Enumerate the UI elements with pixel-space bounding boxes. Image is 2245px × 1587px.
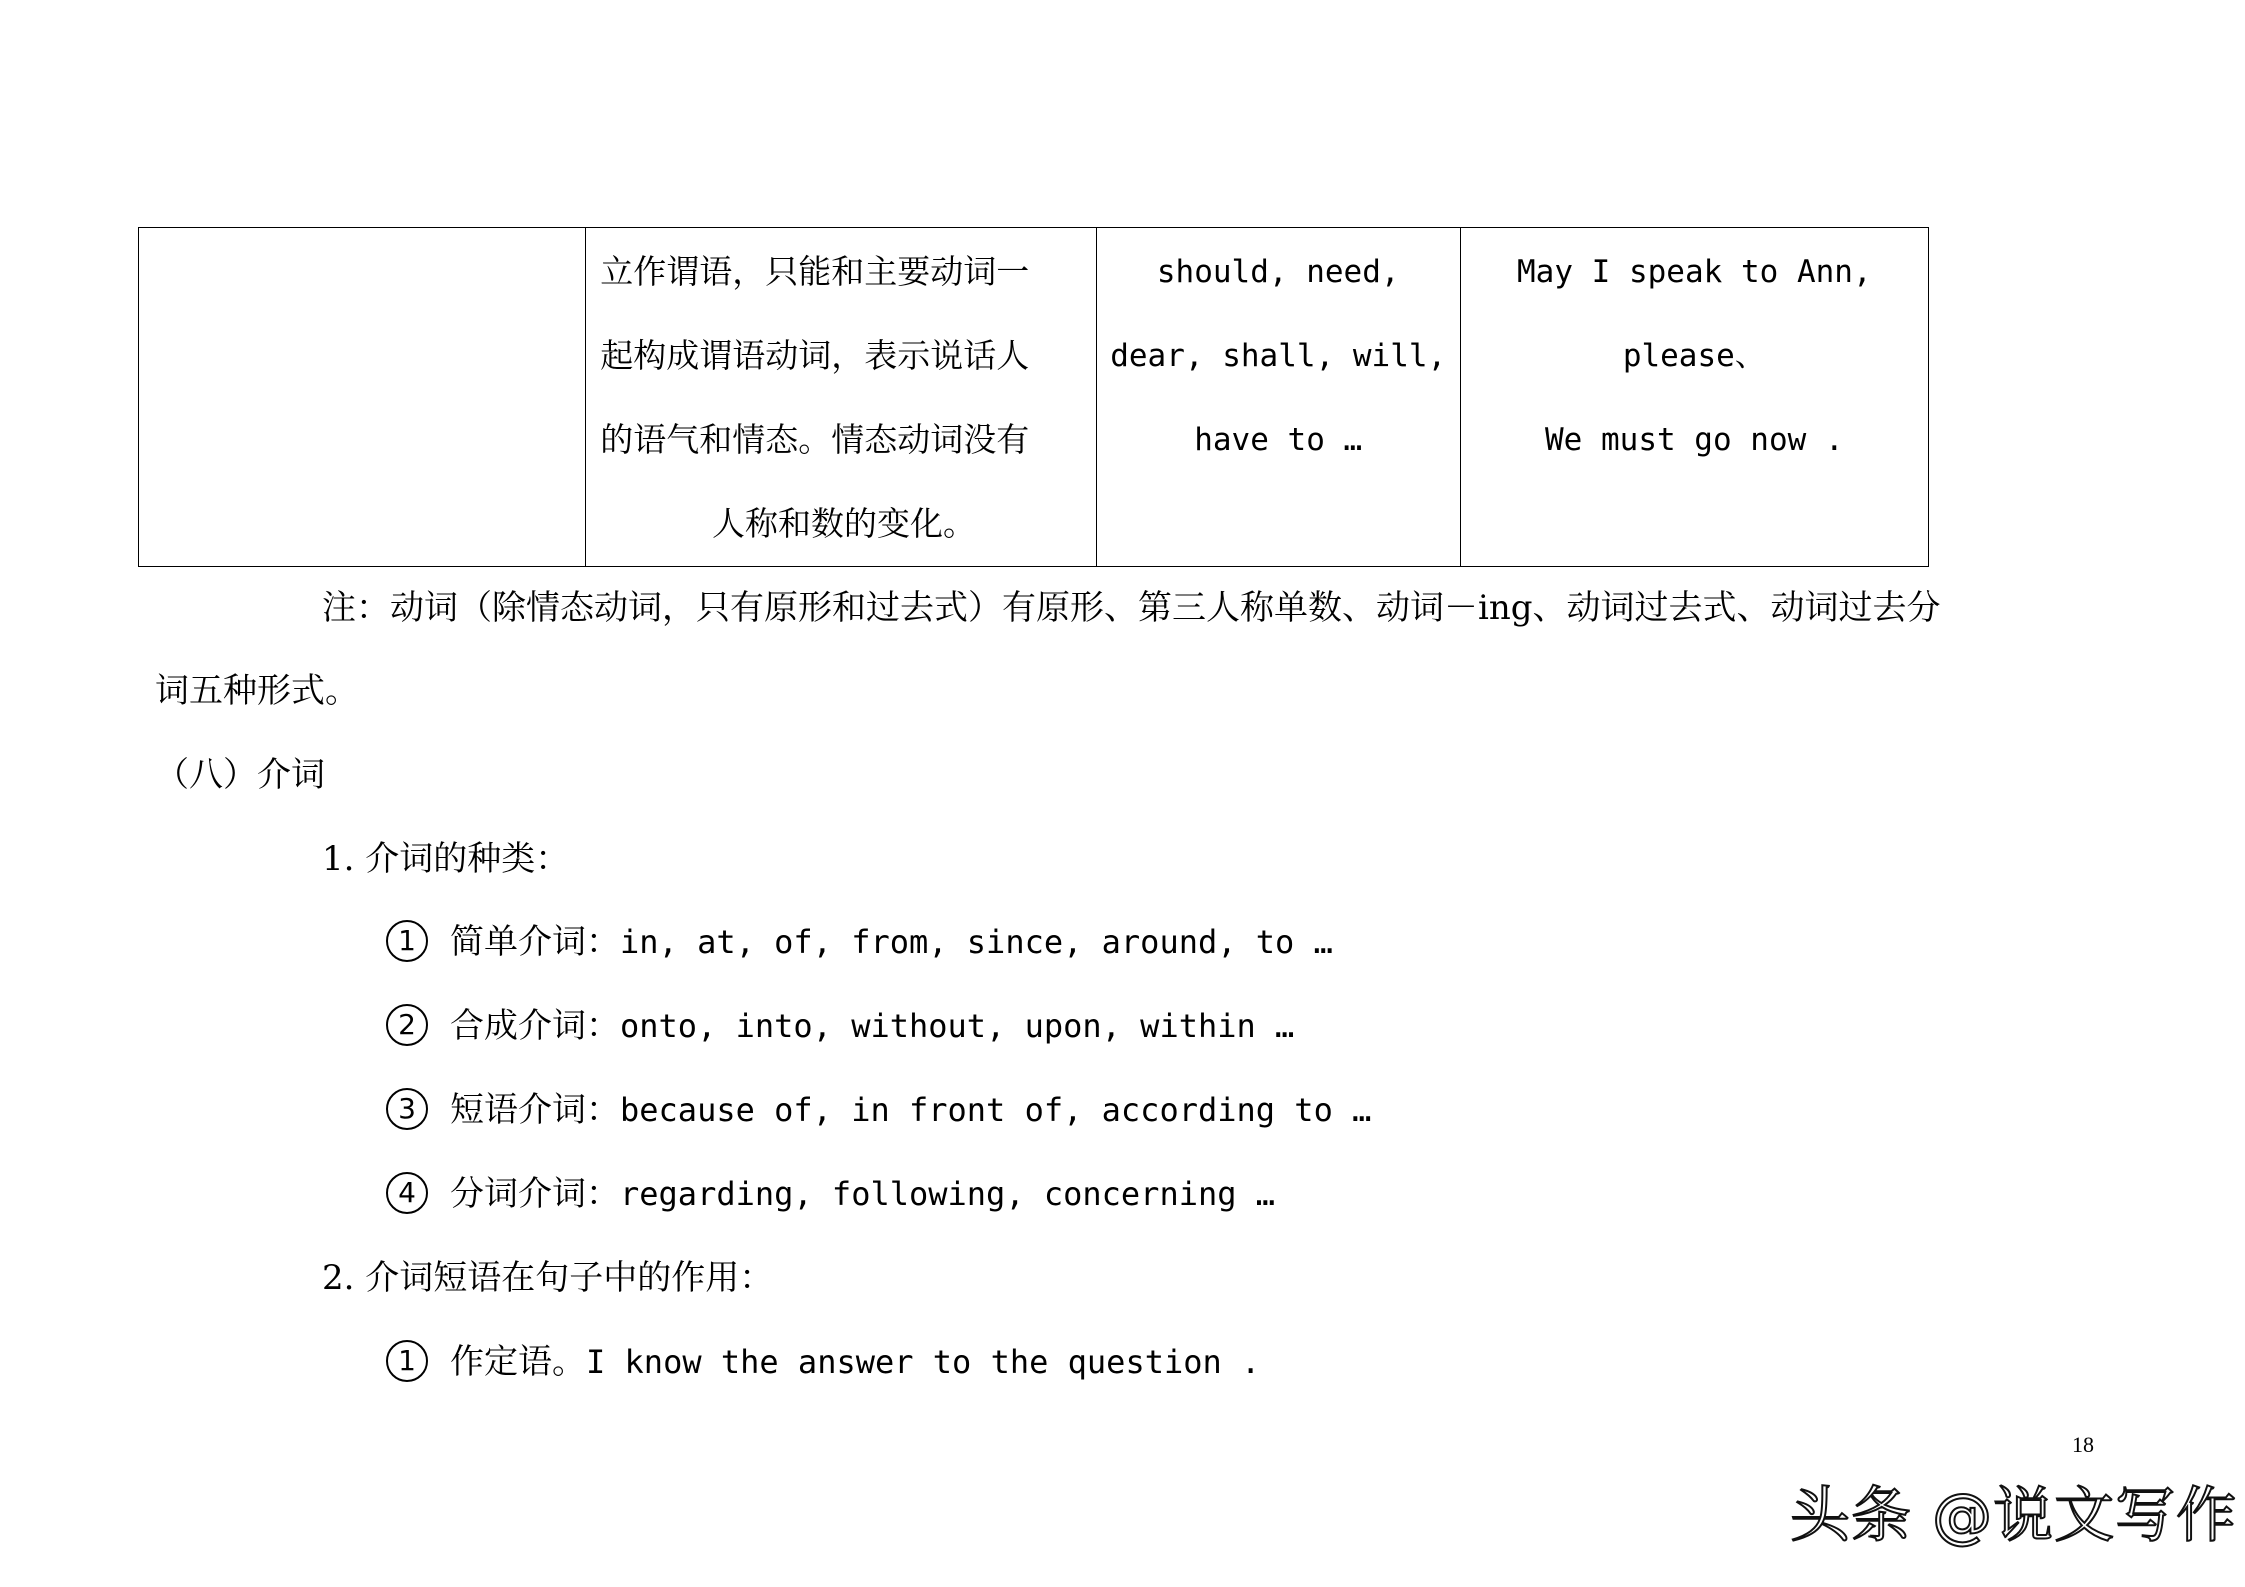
example-word-line: have to … [1194,422,1363,458]
item-label: 作定语。 [450,1342,586,1382]
item-examples: in, at, of, from, since, around, to … [620,923,1333,961]
item-label: 合成介词： [450,1006,620,1046]
example-sentence-line: May I speak to Ann, [1517,254,1872,290]
item-label: 分词介词： [450,1174,620,1214]
subsection-2-label: 2. 介词短语在句子中的作用： [322,1258,774,1298]
table-cell-examples [1096,228,1460,567]
watermark: 头条 @说文写作 [1790,1481,2238,1551]
circled-number: 3 [386,1088,428,1130]
item-examples: I know the answer to the question . [586,1343,1261,1381]
table-cell-description [586,228,1097,567]
example-sentence-line: please、 [1622,338,1766,374]
item-examples: onto, into, without, upon, within … [620,1007,1295,1045]
circled-number: 1 [386,920,428,962]
item-label: 短语介词： [450,1090,620,1130]
list-item [386,922,1333,965]
list-item [386,1090,1371,1133]
verb-table [138,227,1929,567]
list-item [386,1174,1275,1217]
circled-number: 2 [386,1004,428,1046]
table-cell-empty [139,228,586,567]
item-label: 简单介词： [450,922,620,962]
description-line: 的语气和情态。情态动词没有 [600,420,1030,459]
example-word-line: dear, shall, will, [1110,338,1447,374]
circled-number: 4 [386,1172,428,1214]
example-sentence-line: We must go now . [1545,422,1844,458]
section-heading: （八）介词 [155,755,325,795]
table-cell-sentences [1460,228,1928,567]
description-line: 起构成谓语动词，表示说话人 [600,336,1030,375]
description-line: 立作谓语，只能和主要动词一 [600,252,1030,291]
list-item [386,1342,1260,1385]
page-number: 18 [2072,1432,2094,1457]
description-line: 人称和数的变化。 [712,504,977,543]
subsection-1-label: 1. 介词的种类： [322,839,570,879]
circled-number: 1 [386,1340,428,1382]
item-examples: regarding, following, concerning … [620,1175,1276,1213]
note-line-1: 注：动词（除情态动词，只有原形和过去式）有原形、第三人称单数、动词－ing、动词过去式、动词过去分 [322,588,1941,628]
table-row [139,228,1929,567]
item-examples: because of, in front of, according to … [620,1091,1372,1129]
example-word-line: should, need, [1156,254,1400,290]
note-line-2: 词五种形式。 [155,671,359,711]
list-item [386,1006,1294,1049]
